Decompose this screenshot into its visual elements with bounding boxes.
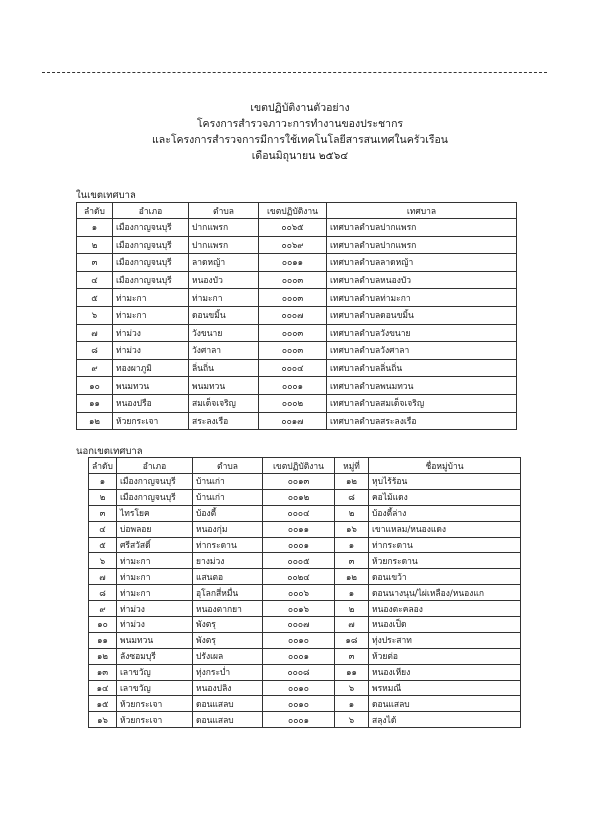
cell-work-area: ๐๐๐๗ [263,617,335,633]
cell-work-area: ๐๐๑๑ [263,521,335,537]
cell-village-name: บ้องตี้ล่าง [369,505,521,521]
cell-subdistrict: หนองกุ่ม [193,521,263,537]
cell-subdistrict: บ้านเก่า [193,474,263,490]
cell-village-no: ๗ [335,617,369,633]
cell-subdistrict: ลิ่นถิ่น [189,359,259,377]
cell-order: ๕ [77,289,113,307]
cell-subdistrict: สมเด็จเจริญ [189,394,259,412]
cell-subdistrict: บ้านเก่า [193,489,263,505]
cell-village-name: หุบไร้ร้อน [369,474,521,490]
cell-order: ๑๔ [89,680,117,696]
col-header-village-name: ชื่อหมู่บ้าน [369,458,521,474]
col-header-village-no: หมู่ที่ [335,458,369,474]
cell-subdistrict: ท่ามะกา [189,289,259,307]
table-header-row [89,458,521,474]
cell-village-name: หนองเป็ด [369,617,521,633]
cell-order: ๔ [77,271,113,289]
municipal-section-label: ในเขตเทศบาล [76,190,136,201]
title-line-1: เขตปฏิบัติงานตัวอย่าง [250,102,350,114]
cell-municipality: เทศบาลตำบลสมเด็จเจริญ [327,394,517,412]
table-row [77,306,517,324]
cell-work-area: ๐๐๑๗ [259,412,327,430]
cell-work-area: ๐๐๐๑ [263,712,335,728]
table-row [77,236,517,254]
cell-village-name: ห้วยกระดาน [369,553,521,569]
col-header-subdistrict: ตำบล [189,203,259,219]
cell-subdistrict: วังศาลา [189,342,259,360]
cell-work-area: ๐๐๐๑ [263,648,335,664]
cell-district: หนองปรือ [113,394,189,412]
col-header-work-area: เขตปฏิบัติงาน [263,458,335,474]
cell-village-no: ๑ [335,696,369,712]
cell-order: ๗ [89,569,117,585]
col-header-work-area: เขตปฏิบัติงาน [259,203,327,219]
cell-work-area: ๐๐๒๔ [263,569,335,585]
cell-work-area: ๐๐๐๗ [259,306,327,324]
table-row [77,254,517,272]
table-row [89,601,521,617]
cell-village-no: ๑๖ [335,521,369,537]
table-row [89,632,521,648]
cell-work-area: ๐๐๐๖ [263,585,335,601]
cell-work-area: ๐๐๐๔ [263,505,335,521]
cell-village-name: หนองตะคลอง [369,601,521,617]
table-row [89,696,521,712]
cell-order: ๑๐ [89,617,117,633]
table-row [89,664,521,680]
cell-order: ๒ [77,236,113,254]
cell-municipality: เทศบาลตำบลลิ่นถิ่น [327,359,517,377]
cell-district: ท่ามะกา [117,585,193,601]
cell-subdistrict: ดอนแสลบ [193,696,263,712]
cell-village-no: ๖ [335,680,369,696]
table-row [89,537,521,553]
cell-order: ๓ [89,505,117,521]
cell-municipality: เทศบาลตำบลท่ามะกา [327,289,517,307]
cell-village-name: คอไม้แดง [369,489,521,505]
cell-subdistrict: หนองปลิง [193,680,263,696]
cell-village-name: เขาแหลม/หนองแดง [369,521,521,537]
cell-work-area: ๐๐๑๐ [263,696,335,712]
cell-subdistrict: ดอนแสลบ [193,712,263,728]
cell-village-no: ๑ [335,537,369,553]
cell-order: ๙ [77,359,113,377]
cell-district: บ่อพลอย [117,521,193,537]
table-row [89,553,521,569]
cell-subdistrict: ลาดหญ้า [189,254,259,272]
cell-village-no: ๘ [335,489,369,505]
cell-work-area: ๐๐๑๐ [263,680,335,696]
table-row [89,648,521,664]
cell-municipality: เทศบาลตำบลปากแพรก [327,236,517,254]
cell-district: ห้วยกระเจา [117,696,193,712]
table-row [89,505,521,521]
table-row [89,474,521,490]
table-row [77,271,517,289]
cell-village-no: ๑๒ [335,569,369,585]
cell-district: ท่าม่วง [113,324,189,342]
table-row [89,521,521,537]
table-row [77,412,517,430]
cell-district: เมืองกาญจนบุรี [113,219,189,237]
col-header-district: อำเภอ [117,458,193,474]
cell-district: ท่ามะกา [117,569,193,585]
cell-work-area: ๐๐๖๕ [259,219,327,237]
cell-municipality: เทศบาลตำบลวังขนาย [327,324,517,342]
cell-subdistrict: อุโลกสี่หมื่น [193,585,263,601]
table-row [89,569,521,585]
cell-district: ท่าม่วง [113,342,189,360]
cell-village-no: ๑๑ [335,664,369,680]
cell-subdistrict: พังตรุ [193,617,263,633]
cell-order: ๗ [77,324,113,342]
cell-work-area: ๐๐๖๙ [259,236,327,254]
document-title-block [0,100,600,164]
col-header-order: ลำดับ [77,203,113,219]
cell-district: ห้วยกระเจา [117,712,193,728]
table-row [77,359,517,377]
cell-municipality: เทศบาลตำบลหนองบัว [327,271,517,289]
cell-district: เมืองกาญจนบุรี [113,271,189,289]
cell-village-name: หนองเหียง [369,664,521,680]
cell-subdistrict: บ้องตี้ [193,505,263,521]
cell-order: ๑๒ [77,412,113,430]
cell-district: เลาขวัญ [117,664,193,680]
cell-order: ๔ [89,521,117,537]
cell-work-area: ๐๐๐๑ [263,537,335,553]
table-row [77,342,517,360]
cell-order: ๘ [77,342,113,360]
cell-village-name: สลุงได้ [369,712,521,728]
cell-district: พนมทวน [117,632,193,648]
table-header-row [77,203,517,219]
cell-subdistrict: ปากแพรก [189,236,259,254]
cell-subdistrict: หนองบัว [189,271,259,289]
cell-municipality: เทศบาลตำบลวังศาลา [327,342,517,360]
cell-village-no: ๒ [335,601,369,617]
cell-subdistrict: ปรังเผล [193,648,263,664]
cell-district: ไทรโยค [117,505,193,521]
cell-municipality: เทศบาลตำบลลาดหญ้า [327,254,517,272]
cell-village-name: ดอนแสลบ [369,696,521,712]
table-row [77,324,517,342]
table-row [89,712,521,728]
cell-village-name: ท่ากระดาน [369,537,521,553]
cell-district: ลังซอมบุรี [117,648,193,664]
non-municipal-table [88,457,521,728]
cell-order: ๑๑ [77,394,113,412]
cell-district: ทองผาภูมิ [113,359,189,377]
non-municipal-section-label: นอกเขตเทศบาล [76,446,143,457]
cell-village-name: พรหมณี [369,680,521,696]
cell-district: เมืองกาญจนบุรี [117,474,193,490]
cell-district: ท่าม่วง [117,601,193,617]
title-line-3: และโครงการสำรวจการมีการใช้เทคโนโลยีสารสนเทศในครัวเรือน [152,134,448,146]
cell-order: ๒ [89,489,117,505]
col-header-municipality: เทศบาล [327,203,517,219]
cell-work-area: ๐๐๐๑ [259,377,327,395]
cell-subdistrict: สระลงเรือ [189,412,259,430]
table-row [77,394,517,412]
cell-district: ศรีสวัสดิ์ [117,537,193,553]
cell-work-area: ๐๐๐๓ [259,289,327,307]
cell-district: ห้วยกระเจา [113,412,189,430]
cell-subdistrict: พนมทวน [189,377,259,395]
municipal-table [76,202,517,430]
table-row [89,680,521,696]
title-line-4: เดือนมิถุนายน ๒๕๖๔ [251,150,349,162]
cell-work-area: ๐๐๑๐ [263,632,335,648]
cell-order: ๓ [77,254,113,272]
cell-village-no: ๑ [335,585,369,601]
cell-municipality: เทศบาลตำบลพนมทวน [327,377,517,395]
cell-order: ๘ [89,585,117,601]
cell-village-no: ๑๘ [335,632,369,648]
cell-work-area: ๐๐๑๓ [263,474,335,490]
cell-work-area: ๐๐๐๓ [259,324,327,342]
cell-subdistrict: ดอนขมิ้น [189,306,259,324]
cell-village-name: ดอนเขว้า [369,569,521,585]
cell-district: ท่าม่วง [117,617,193,633]
cell-work-area: ๐๐๑๖ [263,601,335,617]
cell-work-area: ๐๐๑๑ [259,254,327,272]
cell-order: ๑ [89,474,117,490]
cell-order: ๑๐ [77,377,113,395]
cell-subdistrict: ยางม่วง [193,553,263,569]
cell-work-area: ๐๐๐๓ [259,271,327,289]
table-row [77,377,517,395]
cell-order: ๖ [77,306,113,324]
cell-order: ๑๕ [89,696,117,712]
cell-village-no: ๒ [335,505,369,521]
cell-subdistrict: แสนตอ [193,569,263,585]
cell-order: ๑๖ [89,712,117,728]
cell-village-name: ห้วยต่อ [369,648,521,664]
cell-district: เมืองกาญจนบุรี [113,236,189,254]
cell-work-area: ๐๐๐๘ [263,664,335,680]
cell-order: ๑๑ [89,632,117,648]
cell-subdistrict: หนองตากยา [193,601,263,617]
cell-subdistrict: ทุ่งกระบ่ำ [193,664,263,680]
cell-work-area: ๐๐๑๒ [263,489,335,505]
table-row [89,489,521,505]
cell-subdistrict: วังขนาย [189,324,259,342]
cell-district: เมืองกาญจนบุรี [117,489,193,505]
col-header-subdistrict: ตำบล [193,458,263,474]
cell-work-area: ๐๐๐๒ [259,394,327,412]
cell-work-area: ๐๐๐๔ [259,359,327,377]
cell-village-no: ๑๒ [335,474,369,490]
cell-order: ๑ [77,219,113,237]
table-row [89,585,521,601]
top-dashed-rule [42,72,547,73]
cell-village-name: ทุ่งประสาท [369,632,521,648]
cell-order: ๑๒ [89,648,117,664]
cell-subdistrict: ท่ากระดาน [193,537,263,553]
table-row [77,289,517,307]
cell-municipality: เทศบาลตำบลดอนขมิ้น [327,306,517,324]
cell-district: ท่ามะกา [117,553,193,569]
table-row [77,219,517,237]
cell-order: ๙ [89,601,117,617]
cell-order: ๖ [89,553,117,569]
cell-municipality: เทศบาลตำบลสระลงเรือ [327,412,517,430]
cell-village-no: ๓ [335,553,369,569]
cell-order: ๕ [89,537,117,553]
cell-subdistrict: ปากแพรก [189,219,259,237]
cell-district: เมืองกาญจนบุรี [113,254,189,272]
cell-municipality: เทศบาลตำบลปากแพรก [327,219,517,237]
cell-work-area: ๐๐๐๕ [263,553,335,569]
cell-district: พนมทวน [113,377,189,395]
cell-work-area: ๐๐๐๓ [259,342,327,360]
title-line-2: โครงการสำรวจภาวะการทำงานของประชากร [196,118,404,130]
col-header-district: อำเภอ [113,203,189,219]
cell-subdistrict: พังตรุ [193,632,263,648]
cell-district: ท่ามะกา [113,289,189,307]
col-header-order: ลำดับ [89,458,117,474]
table-row [89,617,521,633]
cell-district: ท่ามะกา [113,306,189,324]
cell-village-no: ๖ [335,712,369,728]
cell-village-no: ๓ [335,648,369,664]
cell-district: เลาขวัญ [117,680,193,696]
cell-order: ๑๓ [89,664,117,680]
cell-village-name: ดอนนางนุน/ไผ่เหลือง/หนองแก [369,585,521,601]
